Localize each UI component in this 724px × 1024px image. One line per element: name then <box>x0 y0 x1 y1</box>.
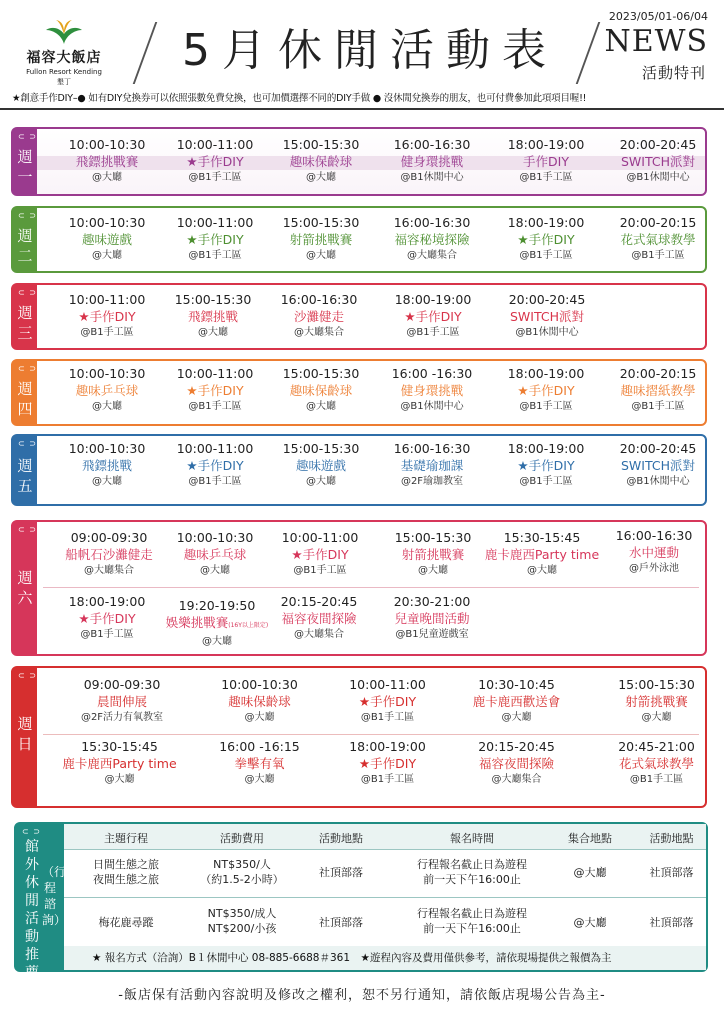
binder-dots-icon: ⊂ ⊃ <box>18 132 37 141</box>
day-panel-sat <box>11 520 707 656</box>
activity-cell: 18:00-19:00 ★手作DIY @B1手工區 <box>507 215 585 261</box>
day-panel-sun <box>11 666 707 808</box>
place-cell: 社頂部落 <box>319 916 363 929</box>
activity-cell: 20:00-20:45 SWITCH派對 @B1休閒中心 <box>619 441 697 487</box>
outside-tab <box>16 824 67 981</box>
day-tab <box>13 285 37 348</box>
activity-cell: 10:00-11:00 ★手作DIY @B1手工區 <box>281 530 359 576</box>
day-label: 週一 <box>17 148 33 186</box>
signup-footnote: ★ 報名方式（洽詢）B１休閒中心 08-885-6688＃361 ★遊程內容及費用僅供參考，請依現場提供之報價為主 <box>64 946 706 970</box>
activity-cell: 09:00-09:30 船帆石沙灘健走 @大廳集合 <box>65 530 153 576</box>
theme-cell: 梅花鹿尋蹤 <box>98 916 154 929</box>
logo-location: 墾丁 <box>57 78 71 86</box>
binder-dots-icon: ⊂ ⊃ <box>18 671 37 680</box>
day-label: 週三 <box>17 304 33 342</box>
fee-cell: NT$350/成人 NT$200/小孩 <box>207 907 277 935</box>
slash-divider <box>133 22 158 84</box>
page-footer: -飯店保有活動內容說明及修改之權利，恕不另行通知，請依飯店現場公告為主- <box>118 988 606 1003</box>
activity-cell: 16:00-16:30 沙灘健走 @大廳集合 <box>280 292 358 338</box>
column-header: 活動地點 <box>649 832 694 845</box>
page-header <box>0 0 724 92</box>
activity-cell: 20:15-20:45 福容夜間探險 @大廳集合 <box>478 739 555 785</box>
outside-table-header <box>64 824 706 850</box>
day-label: 週二 <box>17 227 33 265</box>
day-tab <box>13 361 37 424</box>
outside-tab-subtitle: （行程諮詢） <box>42 865 67 927</box>
day-panel-mon <box>11 127 707 196</box>
activity-cell: 20:00-20:15 花式氣球教學 @B1手工區 <box>619 215 697 261</box>
day-panel-thu <box>11 359 707 426</box>
activity-cell: 20:45-21:00 花式氣球教學 @B1手工區 <box>618 739 695 785</box>
activity-cell: 10:00-10:30 飛鏢挑戰 @大廳 <box>68 441 146 487</box>
activity-cell: 15:00-15:30 飛鏢挑戰 @大廳 <box>174 292 252 338</box>
activity-cell: 20:00-20:45 SWITCH派對 @B1休閒中心 <box>508 292 586 338</box>
outside-row <box>64 898 706 948</box>
activity-cell: 20:00-20:15 趣味摺紙教學 @B1手工區 <box>619 366 697 412</box>
activity-cell: 15:30-15:45 鹿卡鹿西Party time @大廳 <box>62 739 177 785</box>
activity-cell: 18:00-19:00 手作DIY @B1手工區 <box>507 137 585 183</box>
activity-cell: 10:00-11:00 ★手作DIY @B1手工區 <box>176 215 254 261</box>
day-panel-tue <box>11 206 707 273</box>
diy-notice: ★創意手作DIY–● 如有DIY兌換券可以依照張數免費兌換，也可加價選擇不同的DIY手做 ● 沒休閒兌換券的朋友，也可付費參加此項項目喔!! <box>12 93 587 104</box>
activity-cell: 20:30-21:00 兒童晚間活動 @B1兒童遊戲室 <box>393 594 471 640</box>
activity-cell: 10:00-10:30 趣味乒乓球 @大廳 <box>176 530 254 576</box>
day-label: 週六 <box>17 569 33 607</box>
binder-dots-icon: ⊂ ⊃ <box>18 439 37 448</box>
hotel-logo <box>14 18 114 87</box>
day-panel-wed <box>11 283 707 350</box>
binder-dots-icon: ⊂ ⊃ <box>18 211 37 220</box>
activity-cell: 10:00-10:30 飛鏢挑戰賽 @大廳 <box>68 137 146 183</box>
activity-cell: 18:00-19:00 ★手作DIY @B1手工區 <box>349 739 426 785</box>
day-tab <box>13 522 37 654</box>
page-title: 5月休閒活動表 <box>182 25 558 76</box>
activity-cell: 16:00-16:30 福容秘境探險 @大廳集合 <box>393 215 471 261</box>
activity-cell: 10:00-10:30 趣味乒乓球 @大廳 <box>68 366 146 412</box>
activity-cell: 10:30-10:45 鹿卡鹿西歡送會 @大廳 <box>472 677 561 723</box>
logo-name: 福容大飯店 <box>26 50 102 66</box>
day-tab <box>13 208 37 271</box>
meet-cell: @大廳 <box>573 866 607 879</box>
row-divider <box>43 587 699 588</box>
leaf-logo-icon <box>42 18 86 46</box>
header-rule <box>0 108 724 110</box>
activity-cell: 15:30-15:45 鹿卡鹿西Party time @大廳 <box>484 530 600 576</box>
activity-cell: 15:00-15:30 射箭挑戰賽 @大廳 <box>618 677 695 723</box>
day-tab <box>13 668 37 806</box>
activity-cell: 18:00-19:00 ★手作DIY @B1手工區 <box>68 594 146 640</box>
date-range: 2023/05/01-06/04 <box>608 10 708 23</box>
activity-cell: 10:00-11:00 ★手作DIY @B1手工區 <box>176 441 254 487</box>
activity-cell: 10:00-11:00 ★手作DIY @B1手工區 <box>176 137 254 183</box>
activity-cell: 19:20-19:50 娛樂挑戰賽(16Y以上限定) @大廳 <box>165 598 269 647</box>
activity-cell: 18:00-19:00 ★手作DIY @B1手工區 <box>507 366 585 412</box>
day-panel-fri <box>11 434 707 506</box>
theme-cell: 日間生態之旅 夜間生態之旅 <box>93 858 159 886</box>
day-tab <box>13 436 37 504</box>
place-cell: 社頂部落 <box>649 916 694 929</box>
row-divider <box>43 734 699 735</box>
activity-cell: 09:00-09:30 晨間伸展 @2F活力有氧教室 <box>80 677 164 723</box>
day-label: 週四 <box>17 380 33 418</box>
binder-dots-icon: ⊂ ⊃ <box>18 525 37 534</box>
activity-cell: 18:00-19:00 ★手作DIY @B1手工區 <box>507 441 585 487</box>
column-header: 集合地點 <box>568 832 612 845</box>
binder-dots-icon: ⊂ ⊃ <box>22 827 41 836</box>
news-subtitle: 活動特刊 <box>641 64 706 82</box>
column-header: 主題行程 <box>104 832 148 845</box>
outside-activities-panel <box>14 822 708 981</box>
activity-cell: 16:00 -16:15 拳擊有氧 @大廳 <box>219 739 300 785</box>
activity-cell: 16:00-16:30 水中運動 @戶外泳池 <box>615 528 693 574</box>
activity-cell: 16:00 -16:30 健身環挑戰 @B1休閒中心 <box>391 366 473 412</box>
place-cell: 社頂部落 <box>649 866 694 879</box>
activity-cell: 10:00-11:00 ★手作DIY @B1手工區 <box>68 292 146 338</box>
activity-cell: 16:00-16:30 健身環挑戰 @B1休閒中心 <box>393 137 471 183</box>
column-header: 報名時間 <box>450 832 494 845</box>
meet-cell: @大廳 <box>573 916 607 929</box>
signup-cell: 行程報名截止日為遊程 前一天下午16:00止 <box>417 858 527 886</box>
binder-dots-icon: ⊂ ⊃ <box>18 364 37 373</box>
column-header: 活動費用 <box>220 832 264 845</box>
outside-tab-title: 館外休閒活動推薦 <box>25 839 39 981</box>
activity-cell: 20:00-20:45 SWITCH派對 @B1休閒中心 <box>619 137 697 183</box>
activity-cell: 10:00-10:30 趣味遊戲 @大廳 <box>68 215 146 261</box>
activity-cell: 16:00-16:30 基礎瑜珈課 @2F瑜珈教室 <box>393 441 471 487</box>
place-cell: 社頂部落 <box>319 866 363 879</box>
activity-cell: 20:15-20:45 福容夜間探險 @大廳集合 <box>280 594 358 640</box>
activity-cell: 15:00-15:30 趣味保齡球 @大廳 <box>282 366 360 412</box>
activity-cell: 10:00-10:30 趣味保齡球 @大廳 <box>221 677 298 723</box>
signup-cell: 行程報名截止日為遊程 前一天下午16:00止 <box>417 907 527 935</box>
binder-dots-icon: ⊂ ⊃ <box>18 288 37 297</box>
logo-sub: Fullon Resort Kending <box>26 68 102 76</box>
activity-cell: 15:00-15:30 趣味保齡球 @大廳 <box>282 137 360 183</box>
news-label: NEWS <box>604 24 708 59</box>
outside-row <box>64 850 706 898</box>
activity-cell: 15:00-15:30 射箭挑戰賽 @大廳 <box>394 530 472 576</box>
day-tab <box>13 129 37 194</box>
activity-cell: 15:00-15:30 射箭挑戰賽 @大廳 <box>282 215 360 261</box>
activity-cell: 15:00-15:30 趣味遊戲 @大廳 <box>282 441 360 487</box>
day-label: 週日 <box>17 715 33 753</box>
fee-cell: NT$350/人 （約1.5-2小時） <box>200 858 284 886</box>
day-label: 週五 <box>17 457 33 495</box>
activity-cell: 10:00-11:00 ★手作DIY @B1手工區 <box>176 366 254 412</box>
slash-divider <box>576 22 601 84</box>
column-header: 活動地點 <box>319 832 363 845</box>
activity-cell: 10:00-11:00 ★手作DIY @B1手工區 <box>349 677 426 723</box>
activity-cell: 18:00-19:00 ★手作DIY @B1手工區 <box>394 292 472 338</box>
